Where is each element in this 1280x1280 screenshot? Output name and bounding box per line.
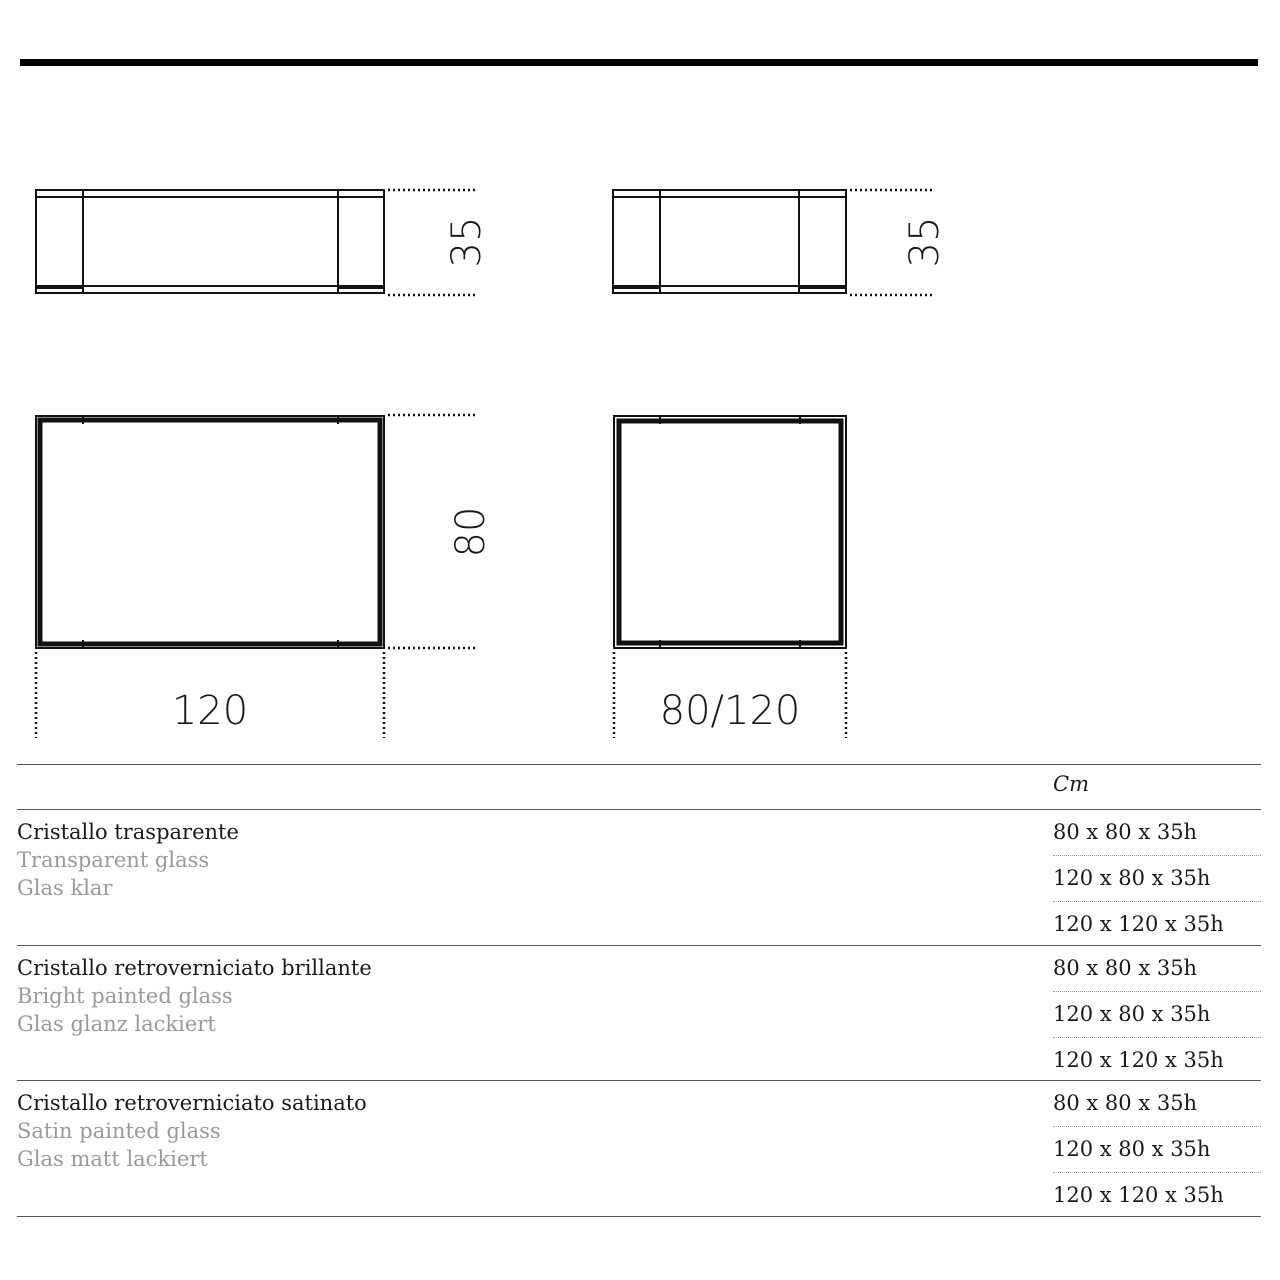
size-list <box>1053 946 1261 1083</box>
product-group <box>17 810 1261 945</box>
finish-names <box>17 954 372 1038</box>
finish-name-en: Transparent glass <box>17 848 210 872</box>
finish-name-de: Glas glanz lackiert <box>17 1012 216 1036</box>
side-large-height-label: 35 <box>444 216 490 268</box>
size-item: 80 x 80 x 35h <box>1053 946 1261 992</box>
finish-name-de: Glas matt lackiert <box>17 1147 208 1171</box>
top-view-small <box>614 416 846 648</box>
size-item: 80 x 80 x 35h <box>1053 810 1261 856</box>
finish-name-it: Cristallo retroverniciato brillante <box>17 956 372 980</box>
size-item: 120 x 120 x 35h <box>1053 912 1224 936</box>
size-item: 120 x 80 x 35h <box>1053 856 1261 902</box>
finish-names <box>17 1089 367 1173</box>
finish-names <box>17 818 239 902</box>
product-group <box>17 946 1261 1081</box>
finish-name-de: Glas klar <box>17 876 113 900</box>
finish-name-it: Cristallo retroverniciato satinato <box>17 1091 367 1115</box>
top-large-dim-lines <box>36 415 476 738</box>
size-list <box>1053 810 1261 947</box>
size-item: 120 x 80 x 35h <box>1053 992 1261 1038</box>
top-large-depth-label: 80 <box>448 506 494 558</box>
finish-name-en: Satin painted glass <box>17 1119 221 1143</box>
size-item: 120 x 80 x 35h <box>1053 1127 1261 1173</box>
top-large-width-label: 120 <box>171 688 249 734</box>
table-bottom-rule <box>17 1216 1261 1217</box>
finish-name-it: Cristallo trasparente <box>17 820 239 844</box>
size-item: 120 x 120 x 35h <box>1053 1183 1224 1207</box>
top-small-width-label: 80/120 <box>659 688 801 734</box>
side-view-large <box>36 190 384 293</box>
side-small-height-label: 35 <box>902 216 948 268</box>
size-item: 80 x 80 x 35h <box>1053 1081 1261 1127</box>
side-view-small <box>613 190 846 293</box>
product-group <box>17 1081 1261 1216</box>
size-item: 120 x 120 x 35h <box>1053 1048 1224 1072</box>
top-view-large <box>36 416 384 648</box>
size-list <box>1053 1081 1261 1218</box>
table-top-rule <box>17 764 1261 765</box>
finish-name-en: Bright painted glass <box>17 984 233 1008</box>
unit-label: Cm <box>1053 772 1089 796</box>
